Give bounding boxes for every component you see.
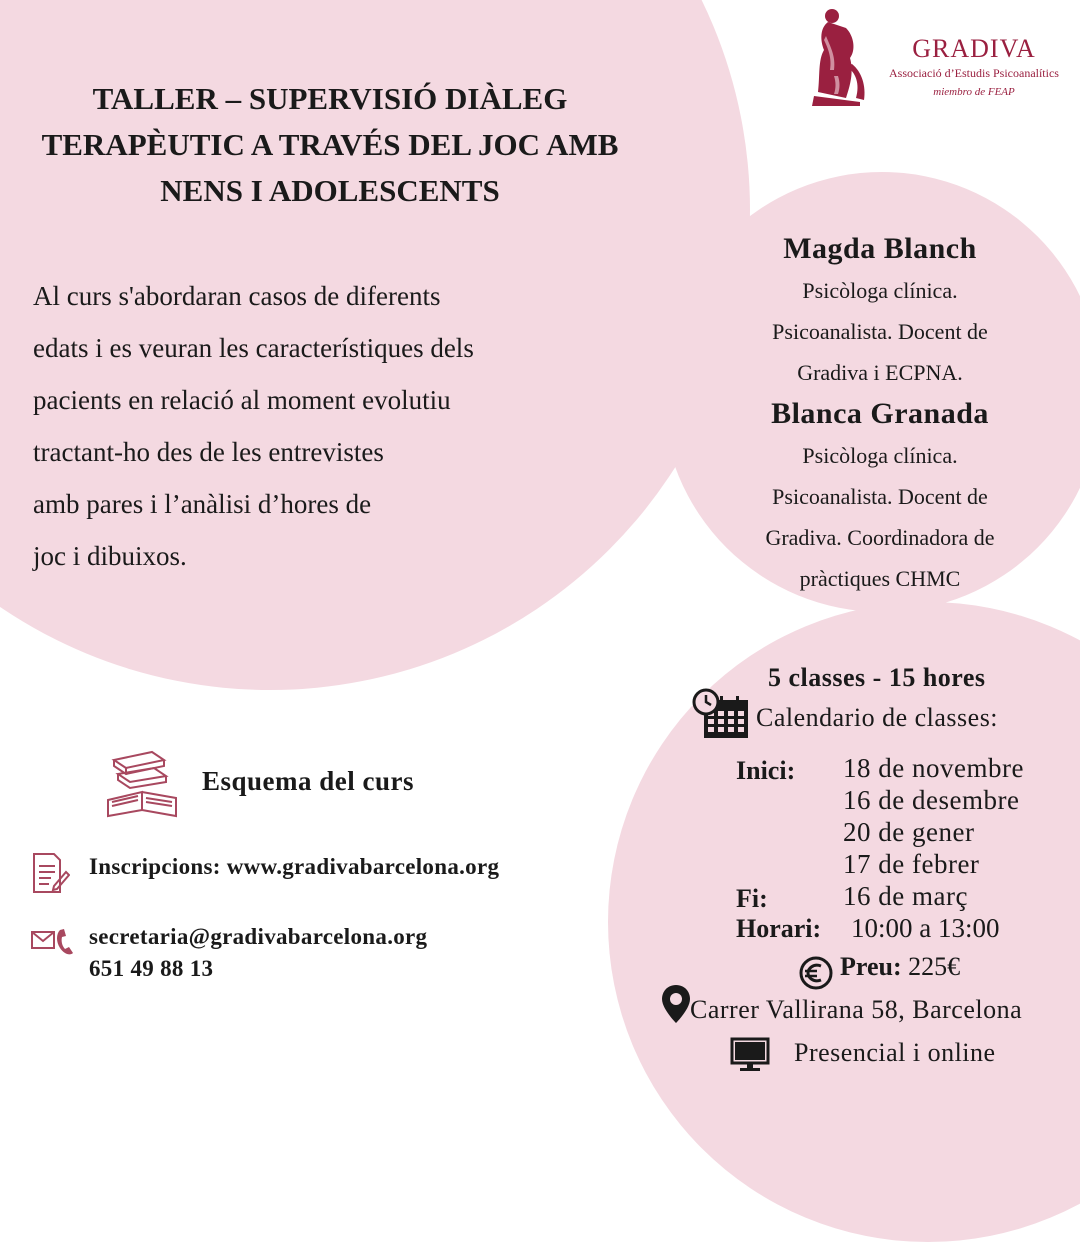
speaker-description: Psicòloga clínica. Psicoanalista. Docent de Gradiva i ECPNA. xyxy=(772,278,988,385)
location-pin-icon xyxy=(660,983,692,1025)
gradiva-logo xyxy=(806,6,1076,110)
price-value: 225€ xyxy=(908,952,961,981)
phone-number[interactable]: 651 49 88 13 xyxy=(89,956,214,981)
course-title: TALLER – SUPERVISIÓ DIÀLEG TERAPÈUTIC A TRAVÉS DEL JOC AMB NENS I ADOLESCENTS xyxy=(41,81,619,208)
class-date: 18 de novembre xyxy=(843,753,1024,783)
monitor-icon xyxy=(730,1037,770,1073)
speakers-panel xyxy=(690,228,1070,599)
course-description: Al curs s'abordaran casos de diferents edats i es veuran les característiques dels pacients en relació al moment evolutiu tractant-ho des de les entrevistes amb pares i l’anàlisi d’hores de joc i dibuixos. xyxy=(33,281,474,571)
attendance-mode: Presencial i online xyxy=(794,1038,996,1067)
background-blob-schedule xyxy=(608,602,1080,1242)
euro-icon xyxy=(798,955,834,991)
address: Carrer Vallirana 58, Barcelona xyxy=(690,995,1023,1024)
calendar-clock-icon xyxy=(692,688,752,740)
course-outline-link[interactable]: Esquema del curs xyxy=(202,766,415,796)
hours-value: 10:00 a 13:00 xyxy=(851,913,1000,943)
statue-figure-icon xyxy=(810,6,870,106)
registration-link[interactable]: Inscripcions: www.gradivabarcelona.org xyxy=(89,854,500,879)
hours-label: Horari: xyxy=(736,914,822,943)
start-label: Inici: xyxy=(736,756,796,785)
speaker-name: Blanca Granada xyxy=(771,397,989,430)
class-date: 20 de gener xyxy=(843,817,975,847)
class-date: 16 de març xyxy=(843,881,968,911)
document-icon xyxy=(30,852,70,894)
class-date: 16 de desembre xyxy=(843,785,1020,815)
logo-feap: miembro de FEAP xyxy=(933,86,1015,98)
price-label: Preu: xyxy=(840,952,902,981)
contact-icon xyxy=(30,926,76,960)
logo-name: GRADIVA xyxy=(912,34,1036,63)
calendar-label: Calendario de classes: xyxy=(756,703,999,732)
speaker-name: Magda Blanch xyxy=(783,232,977,265)
books-icon xyxy=(104,748,184,820)
end-label: Fi: xyxy=(736,884,768,913)
schedule-summary: 5 classes - 15 hores xyxy=(768,663,986,692)
price-line xyxy=(840,952,960,982)
email-link[interactable]: secretaria@gradivabarcelona.org xyxy=(89,924,428,949)
speaker-description: Psicòloga clínica. Psicoanalista. Docent de Gradiva. Coordinadora de pràctiques CHMC xyxy=(765,443,995,591)
class-date: 17 de febrer xyxy=(843,849,980,879)
class-dates xyxy=(843,752,1024,912)
logo-subtitle: Associació d’Estudis Psicoanalítics xyxy=(889,66,1059,80)
